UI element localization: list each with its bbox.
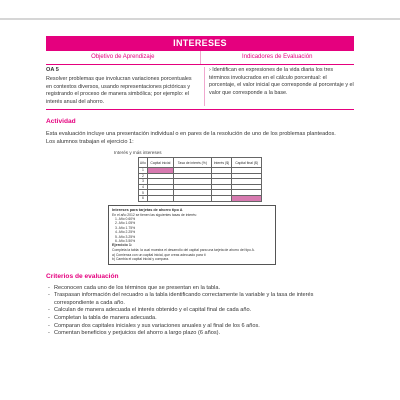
exercise-a: a) Comienza con un capital inicial, que creas adecuado para ti [112, 252, 206, 257]
oa-code: OA 5 [46, 67, 59, 73]
col-header: Año [139, 158, 148, 168]
box-title: Intereses para tarjetas de ahorro tipo A [112, 207, 183, 212]
col-header: Capital inicial [147, 158, 173, 168]
input-cell [173, 195, 211, 201]
list-item: - Comparan dos capitales iniciales y sus variaciones anuales y al final de los 6 años. [54, 323, 354, 331]
actividad-paragraph-1: Esta evaluación incluye una presentación individual o en pares de la resolución de uno de los problemas planteados. [46, 131, 336, 137]
year-cell: 5 [139, 190, 148, 196]
criterios-list [46, 285, 354, 338]
rates-box [108, 205, 276, 265]
input-cell [211, 195, 232, 201]
rate-item: 3. Año 1.75% [115, 225, 136, 230]
page-top-rule [0, 18, 400, 20]
indicator-cell [205, 67, 354, 106]
year-cell: 4 [139, 184, 148, 190]
list-item: - Reconocen cada uno de los términos que se presentan en la tabla. [54, 285, 354, 293]
exercise-title: Ejercicio 1: [112, 243, 133, 248]
rate-item: 4. Año 2.25% [115, 230, 136, 235]
year-cell: 6 [139, 195, 148, 201]
rate-item: 6. Año 3.50% [115, 239, 136, 243]
evaluation-page [46, 36, 354, 338]
exercise-text: Completa la tabla: la cual muestra el desarrollo del capital para una tarjeta de ahorro del tipo A. [112, 248, 255, 253]
rate-item: 5. Año 3.25% [115, 234, 136, 239]
objetivo-cell [46, 67, 205, 106]
col-header: Interés ($) [211, 158, 232, 168]
exercise-figure [108, 150, 280, 265]
list-item: - Comentan beneficios y perjuicios del ahorro a largo plazo (6 años). [54, 330, 354, 338]
header-objetivo: Objetivo de Aprendizaje [46, 51, 201, 64]
table-header [46, 51, 354, 65]
input-cell [147, 195, 173, 201]
col-header: Capital final ($) [232, 158, 262, 168]
year-cell: 2 [139, 173, 148, 179]
actividad-paragraph-2: Los alumnos trabajan el ejercicio 1: [46, 139, 134, 145]
interest-table [138, 157, 262, 202]
table-header-row [139, 158, 262, 168]
indicator-text: › Identifican en expresiones de la vida diaria los tres términos involucrados en el cálculo porcentual: el porcentaje, el valor inicial que corresponde al porcentaje y el valor que corresponde a la base. [209, 67, 354, 96]
year-cell: 1 [139, 168, 148, 174]
header-indicadores: Indicadores de Evaluación [242, 54, 313, 60]
figure-caption: Interés y más intereses [114, 150, 162, 155]
exercise-b: b) Cambia el capital inicial y compara. [112, 257, 170, 262]
list-item: - Calculan de manera adecuada el interés obtenido y el capital final de cada año. [54, 307, 354, 315]
list-item: - Traspasan información del recuadro a la tabla identificando correctamente la variable y la tasa de interés correspondiente a cada año. [54, 292, 354, 307]
page-title: INTERESES [46, 36, 354, 51]
table-row [139, 195, 262, 201]
oa-row [46, 65, 354, 110]
list-item: - Completan la tabla de manera adecuada. [54, 315, 354, 323]
oa-text: Resolver problemas que involucran variaciones porcentuales en contextos diversos, usando representaciones pictóricas y registrando el proceso de manera simbólica; por ejemplo: el interés anual del ahorro. [46, 76, 192, 105]
criterios-heading: Criterios de evaluación [46, 272, 119, 280]
rate-item: 2. Año 1.05% [115, 221, 136, 226]
box-intro: En el año 2012 se tienen las siguientes tasas de interés: [112, 212, 197, 217]
year-cell: 3 [139, 179, 148, 185]
col-header: Tasa de interés (%) [173, 158, 211, 168]
input-cell [232, 195, 262, 201]
rate-item: 1. Año 0.60% [115, 216, 136, 221]
actividad-heading: Actividad [46, 118, 76, 125]
